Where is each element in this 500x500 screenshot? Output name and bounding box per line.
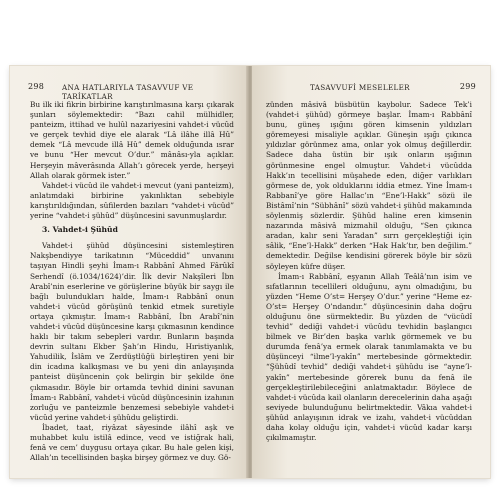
left-paragraph-1: Bu ilk iki fikrin birbirine karıştırılmasına karşı çıkarak şunları söylemektedir: “Bazı cahil mülhidler, panteizm, ittihad ve hulûl nazariyesini vahdet-i vücûd ve gerçek tevhid diye ele alarak “Lâ ilâhe illâ Hû” demek “Lâ mevcude illâ Hû” demek olduğunda ısrar ve bunu “Her mevcut O’dur.” mânâsı-yla açıklar. Herşeyin mâverâsında Allah’ı görecek yerde, herşeyi Allah olarak görmek ister.” [30, 100, 234, 180]
right-paragraph-2: İmam-ı Rabbânî, eşyanın Allah Teâlâ’nın isim ve sıfatlarının tecellileri olduğunu, aynı olmadığını, bu yüzden “Heme O’st= Herşey O’dur.” yerine “Heme ez-O’st= Herşey O’ndandır.” düşüncesinin daha doğru olduğunu öne sürmektedir. Bu yüzden de “vücûdî tevhid” dediği vahdet-i vücûdu tevhidin başlangıcı bilmek ve Bir’den başka varlık görmemek ve bu durumda fenâ’ya ermek olarak tanımlamakta ve bu düşünceyi “ilme’l-yakîn” mertebesinde görmektedir. “Şühûdî tevhid” dediği vahdet-i şühûdu ise “ayne’l-yakîn” mertebesinde görerek bunu da fenâ ile gerçekleştirilebileceğini anlatmaktadır. Böylece de vahdet-i vücûda kail olanların derecelerinin daha aşağı seviyede bulunduğunu belirtmektedir. Vâkıa vahdet-i şühûd anlayışının idrak ve izahı, vahdet-i vücûddan daha kolay olduğu için, vahdet-i vücûd kadar karşı çıkılmamıştır. [266, 271, 472, 443]
section-heading: 3. Vahdet-i Şühûd [42, 225, 118, 235]
left-paragraph-4: İbadet, taat, riyâzat sâyesinde ilâhî aşk ve muhabbet kulu istilâ edince, vecd ve istiğrak hali, fenâ ve cem’ duygusu ortaya çıkar. Bu hale gelen kişi, Allah’ın tecellisinden başka birşey görmez ve duy. Gö- [30, 422, 234, 463]
left-page-header [28, 82, 234, 101]
left-running-head: ANA HATLARIYLA TASAVVUF VE TARİKATLAR [62, 83, 194, 101]
left-paragraph-2: Vahdet-i vücûd ile vahdet-i mevcut (yani panteizm), anlatımdaki birbirine yakınlıktan sebebiyle karıştırıldığından, sûfilerden bazıları “vahdet-i vücûd” yerine “vahdet-i şühûd” düşüncesini savunmuşlardır. [30, 180, 234, 221]
right-page-body [266, 100, 472, 443]
right-page [252, 66, 490, 478]
left-paragraph-3: Vahdet-i şühûd düşüncesini sistemleştiren Nakşbendiyye tarikatının “Müceddid” unvanını taşıyan Hindli şeyhi İmam-ı Rabbânî Ahmed Fârûkî Serhendî (ö.1034/1624)’dir. İlk devir Nakşîleri İbn Arabî’nin eserlerine ve görüşlerine büyük bir saygı ile bağlı bulundukları halde, İmam-ı Rabbânî onun vahdet-i vücûd görüşünü tenkid etmek suretiyle ortaya çıkmıştır. İmam-ı Rabbânî, İbn Arabî’nin vahdet-i vücûd düşüncesine karşı çıkmasının kendince haklı bir takım sebepleri vardır. Bunların başında devrin sultanı Ekber Şah’ın Hindu, Hıristiyanlık, Yahudilik, İslâm ve Zerdüştlüğü birleştiren yeni bir din icadına kalkışması ve bu yeni din anlayışında panteist düşüncenin çok belirgin bir şekilde öne çıkmasıdır. Böyle bir ortamda tevhid dinini savunan İmam-ı Rabbânî, vahdet-i vücûd düşüncesinin izahının zorluğu ve panteizmle benzemesi sebebiyle vahdet-i vücûd yerine vahdet-i şühûdu geliştirdi. [30, 241, 234, 422]
left-page-number: 298 [28, 82, 45, 91]
right-page-header [270, 82, 476, 94]
left-page [10, 66, 248, 478]
book-spread [10, 66, 490, 478]
left-page-body [30, 100, 234, 463]
right-page-number: 299 [459, 82, 476, 91]
right-running-head: TASAVVUFİ MESELELER [310, 83, 410, 92]
right-paragraph-1: zünden mâsivâ büsbütün kaybolur. Sadece Tek’i (vahdet-i şühûd) görmeye başlar. İmam-ı Rabbânî bunu, güneş ışığını gören kimsenin yıldızları göremeyesi misaliyle açıklar. Güneşin ışığı çıkınca yıldızlar görünmez ama, onlar yok olmuş değillerdir. Sadece daha üstün bir ışık onların ışığının görünmesine engel olmuştur. Vahdet-i vücûdda Hakk’ın tecellisini müşahede eden, diğer varlıkları görmese de, yok olduklarını iddia etmez. Yine İmam-ı Rabbanî’ye göre Hallac’ın “Ene’l-Hakk” sözü ile Bistâmî’nin “Sübhânî” sözü vahdet-i şühûd makamında söylenmiş sözlerdir. Şühûd haline eren kimsenin nazarında mâsivâ mizmahil olduğu, “Sen çıkınca aradan, kalır seni Yaradan” sırrı gerçekleştiği için sâlik, “Ene’l-Hakk” derken “Hak Hak’tır, ben değilim.” demektedir. Değilse kendisini görerek böyle bir sözü söyleyen küfre düşer. [266, 100, 472, 271]
